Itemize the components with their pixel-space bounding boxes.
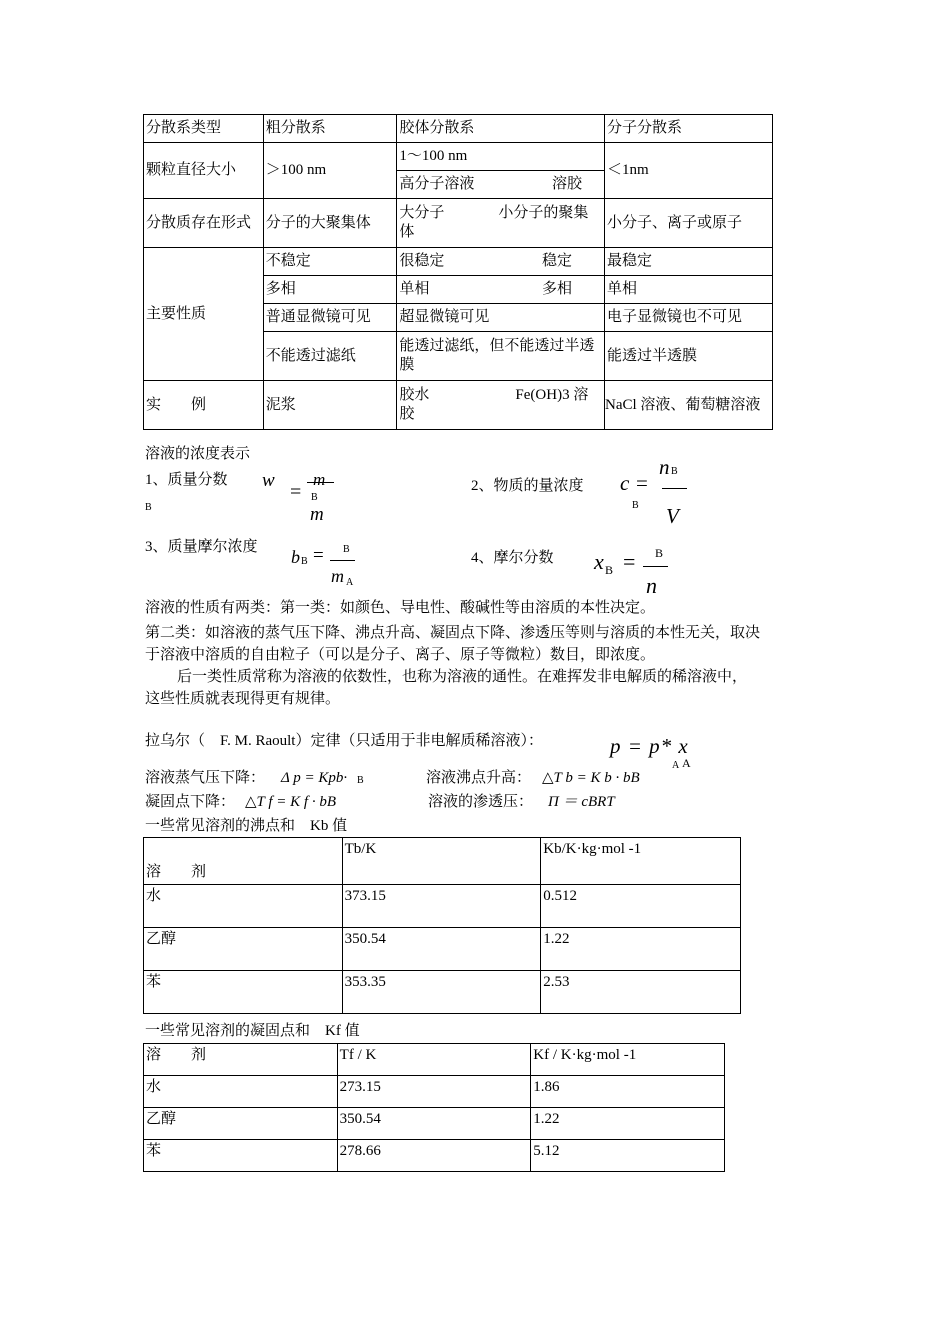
header-cell: Tb/K [342,838,541,885]
mass-fraction-label: 1、质量分数 [145,472,228,488]
table-cell [397,381,605,430]
table-cell: 353.35 [342,971,541,1014]
concentration-heading: 溶液的浓度表示 [145,446,251,462]
cell-text: 多相 [542,281,573,297]
formula-symbol: m [331,566,344,586]
table-row [144,381,773,430]
cell-text: 单相 [399,281,430,297]
fp-label: 凝固点下降： [145,794,236,810]
formula-symbol: V [666,504,679,528]
header-cell: 分子分散系 [605,115,773,143]
header-cell: 胶体分散系 [397,115,605,143]
table-cell: 普通显微镜可见 [263,304,397,332]
fp-formula: △T f = K f · bB [245,794,336,810]
table-cell: ＜1nm [605,143,773,199]
bp-label: 溶液沸点升高： [426,770,532,786]
subscript: A [346,577,354,588]
formula-symbol: = [623,549,636,574]
table-row [144,1108,725,1140]
os-label: 溶液的渗透压： [428,794,534,810]
table-cell: 350.54 [342,928,541,971]
table-cell: 350.54 [337,1108,531,1140]
table-row [144,115,773,143]
bp-formula: △T b = K b · bB [542,770,640,786]
table-cell: 373.15 [342,885,541,928]
table-row [144,1076,725,1108]
subscript: B [605,563,614,577]
paragraph: 溶液的性质有两类：第一类：如颜色、导电性、酸碱性等由溶质的本性决定。 [145,600,656,616]
paragraph: 这些性质就表现得更有规律。 [145,691,341,707]
table-cell: 1.22 [541,928,741,971]
os-formula: Π ＝ cBRT [548,794,615,810]
header-cell: 溶 剂 [144,1044,338,1076]
cell-text: Fe(OH)3 溶胶 [399,386,589,422]
table-row [144,248,773,276]
table-cell: 1.86 [531,1076,725,1108]
formula-symbol: = [636,471,648,495]
table-cell [397,199,605,248]
subscript: B [655,546,664,560]
dispersion-table [143,114,773,430]
table-cell: 苯 [144,1140,338,1172]
table-cell: 水 [144,1076,338,1108]
formula-symbol: w [262,470,275,491]
table-cell: 1.22 [531,1108,725,1140]
raoult-formula: p = p* x [610,734,689,758]
table-row [144,928,741,971]
header-cell: 粗分散系 [263,115,397,143]
paragraph: 第二类：如溶液的蒸气压下降、沸点升高、凝固点下降、渗透压等则与溶质的本性无关，取决 [145,625,761,641]
cell-text: 胶水 [399,386,430,403]
formula-symbol: n [646,573,657,598]
subscript: B [357,775,364,786]
header-cell: Tf / K [337,1044,531,1076]
header-cell: Kf / K·kg·mol -1 [531,1044,725,1076]
table-cell: ＞100 nm [263,143,397,199]
table-cell: 乙醇 [144,1108,338,1140]
paragraph: 于溶液中溶质的自由粒子（可以是分子、离子、原子等微粒）数目，即浓度。 [145,647,656,663]
subscript: B [301,556,308,567]
cell-text: 高分子溶液 [399,176,475,192]
table-row [144,199,773,248]
table-cell: 不能透过滤纸 [263,332,397,381]
cell-text: 小分子的聚集体 [399,204,589,240]
subscript: A [682,756,691,770]
table-row [144,1044,725,1076]
formula-symbol: = [290,481,302,503]
table-cell: 能透过滤纸，但不能透过半透膜 [397,332,605,381]
formula-symbol: = [313,545,324,566]
table-cell: 最稳定 [605,248,773,276]
table-cell: 273.15 [337,1076,531,1108]
header-cell: 分散系类型 [144,115,264,143]
table-row [144,885,741,928]
header-cell: Kb/K·kg·mol -1 [541,838,741,885]
row-label: 颗粒直径大小 [144,143,264,199]
kf-caption: 一些常见溶剂的凝固点和 Kf 值 [145,1023,360,1039]
table-cell: 0.512 [541,885,741,928]
table-cell: 1～100 nm [397,143,605,171]
formula-symbol: c [620,471,630,495]
subscript: A [672,760,680,771]
molar-conc-label: 2、物质的量浓度 [471,478,584,494]
kb-caption: 一些常见溶剂的沸点和 Kb 值 [145,818,348,834]
subscript: B [311,492,318,503]
table-cell: NaCl 溶液、葡萄糖溶液 [605,381,773,430]
formula-symbol: m [313,470,326,489]
formula-symbol: n [659,455,670,479]
subscript: B [145,502,152,513]
formula-symbol: b [291,547,300,567]
subscript: B [632,500,639,511]
cell-text: 稳定 [542,253,573,269]
table-cell: 小分子、离子或原子 [605,199,773,248]
mole-fraction-label: 4、摩尔分数 [471,550,554,566]
table-cell: 乙醇 [144,928,343,971]
row-label: 分散质存在形式 [144,199,264,248]
table-cell: 泥浆 [263,381,397,430]
table-cell: 多相 [263,276,397,304]
table-cell: 分子的大聚集体 [263,199,397,248]
formula-symbol: m [310,504,324,525]
vp-label: 溶液蒸气压下降： [145,770,266,786]
header-cell: 溶 剂 [144,838,343,885]
kf-table [143,1043,725,1172]
table-cell: 电子显微镜也不可见 [605,304,773,332]
row-label: 实 例 [144,381,264,430]
cell-text: 溶胶 [552,176,583,192]
table-cell: 苯 [144,971,343,1014]
table-cell: 单相 [605,276,773,304]
cell-text: 很稳定 [399,253,445,269]
table-row [144,143,773,171]
molality-label: 3、质量摩尔浓度 [145,539,258,555]
table-cell: 278.66 [337,1140,531,1172]
subscript: B [671,466,678,477]
raoult-label: 拉乌尔（ F. M. Raoult）定律（只适用于非电解质稀溶液）： [145,733,543,749]
table-row [144,971,741,1014]
paragraph: 后一类性质常称为溶液的依数性，也称为溶液的通性。在难挥发非电解质的稀溶液中， [177,669,748,685]
table-cell [397,248,605,276]
table-cell: 能透过半透膜 [605,332,773,381]
cell-text: 大分子 [399,204,445,221]
table-cell: 2.53 [541,971,741,1014]
table-row [144,838,741,885]
table-cell: 超显微镜可见 [397,304,605,332]
formula-symbol: x [594,549,604,574]
table-cell: 5.12 [531,1140,725,1172]
table-cell [397,171,605,199]
table-cell: 水 [144,885,343,928]
vp-formula: Δ p = Kpb· [281,770,348,786]
table-row [144,1140,725,1172]
table-cell: 不稳定 [263,248,397,276]
kb-table [143,837,741,1014]
row-label: 主要性质 [144,248,264,381]
subscript: B [343,544,350,555]
table-cell [397,276,605,304]
